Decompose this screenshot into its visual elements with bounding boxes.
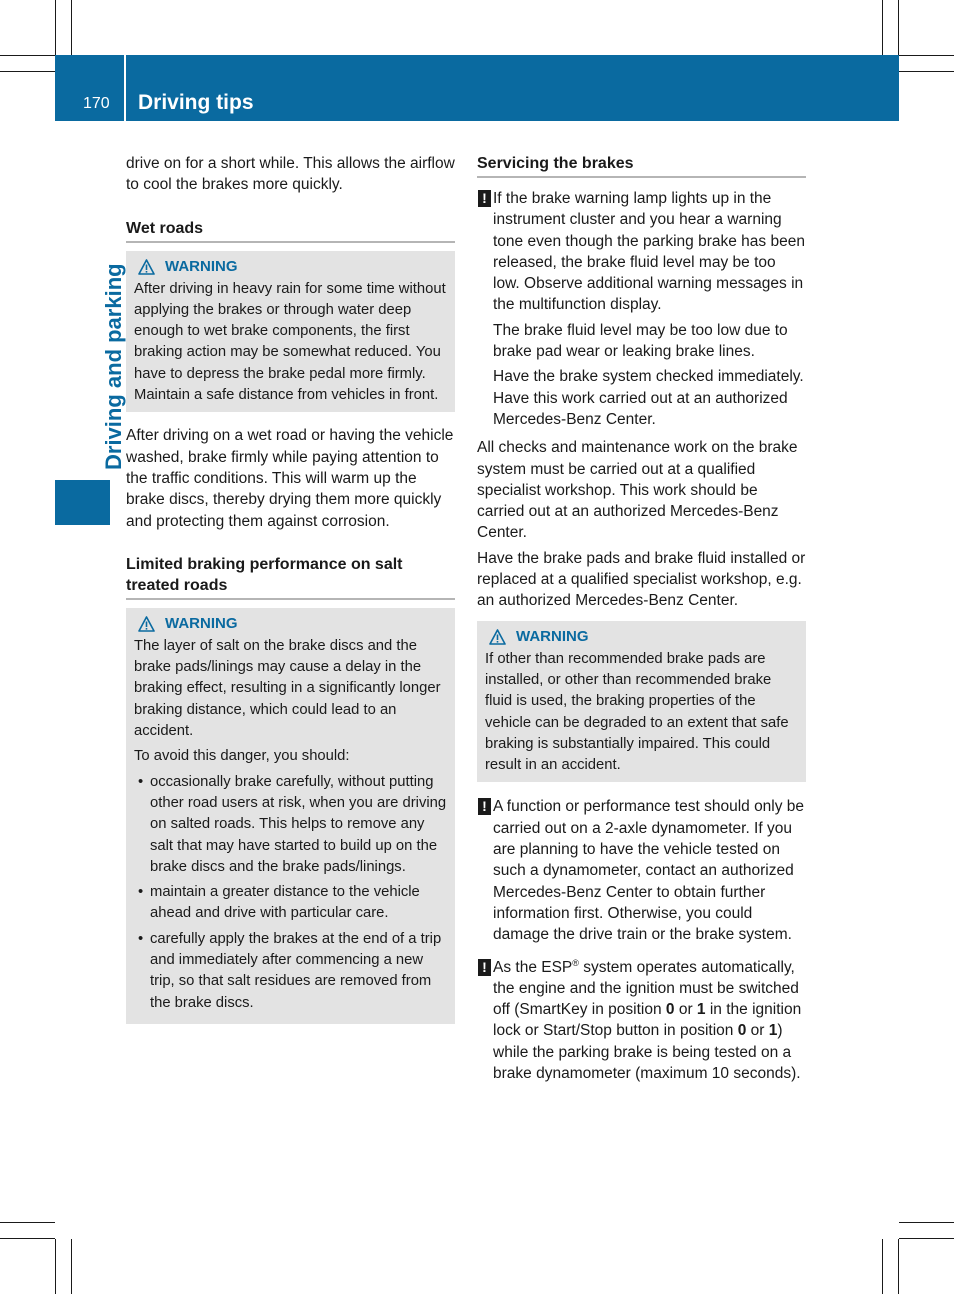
note-brake-warning [477, 188, 806, 430]
side-tab-marker [55, 480, 110, 525]
crop-mark [882, 0, 883, 55]
note-paragraph: Have the brake system checked immediately. Have this work carried out at an authorized Mercedes-Benz Center. [493, 368, 804, 428]
crop-mark [55, 0, 56, 55]
list-item: • maintain a greater distance to the vehicle ahead and drive with particular care. [134, 882, 447, 925]
crop-mark [55, 1239, 56, 1294]
warning-triangle-icon [138, 616, 155, 632]
crop-mark [0, 1222, 55, 1223]
exclamation-icon: ! [478, 190, 491, 207]
crop-mark [0, 1238, 55, 1239]
warning-triangle-icon [138, 259, 155, 275]
key-position: 0 [737, 1022, 747, 1040]
crop-mark [0, 55, 55, 56]
crop-mark [882, 1239, 883, 1294]
avoid-list [134, 772, 447, 1014]
header-divider [124, 55, 126, 121]
list-item: • carefully apply the brakes at the end of a trip and immediately after commencing a new trip, so that salt residues are removed from the brake discs. [134, 929, 447, 1014]
body-paragraph: All checks and maintenance work on the brake system must be carried out at a qualified specialist workshop. This work should be carried out at an authorized Mercedes-Benz Center. [477, 439, 798, 542]
crop-mark [898, 1239, 899, 1294]
list-item: • occasionally brake carefully, without putting other road users at risk, when you are driving on salted roads. This helps to remove any salt that may have started to build up on the brake discs and the brake pads/linings. [134, 772, 447, 878]
left-column [126, 153, 455, 1024]
crop-mark [0, 71, 55, 72]
registered-mark: ® [572, 957, 579, 968]
key-position: 0 [665, 1001, 675, 1019]
note-paragraph: A function or performance test should only be carried out on a 2-axle dynamometer. If you are planning to have the vehicle tested on such a dynamometer, contact an authorized Mercedes-Benz Center to obtain further information first. Otherwise, you could damage the drive train or the brake system. [493, 798, 805, 944]
crop-mark [898, 0, 899, 55]
side-tab-label: Driving and parking [101, 263, 126, 470]
note-text: or [746, 1022, 769, 1040]
crop-mark [71, 1239, 72, 1294]
page-number: 170 [83, 95, 110, 112]
wet-roads-heading: Wet roads [126, 218, 455, 243]
intro-paragraph: drive on for a short while. This allows the airflow to cool the brakes more quickly. [126, 155, 455, 194]
warning-label: WARNING [165, 615, 238, 633]
note-paragraph: If the brake warning lamp lights up in the instrument cluster and you hear a warning tone even though the parking brake has been released, the brake fluid level may be too low. Observe additional warning messages in the multifunction display. [493, 190, 805, 314]
avoid-intro: To avoid this danger, you should: [134, 748, 350, 765]
salt-roads-warning-box [126, 608, 455, 1024]
note-text: or [674, 1001, 697, 1019]
warning-header [138, 612, 447, 636]
crop-mark [71, 0, 72, 55]
crop-mark [899, 1238, 954, 1239]
warning-triangle-icon [489, 629, 506, 645]
note-text: system operates automatically, the engine and the ignition must be switched off (SmartKey in position [493, 958, 799, 1019]
exclamation-icon: ! [478, 798, 491, 815]
crop-mark [899, 55, 954, 56]
wet-roads-warning-box [126, 251, 455, 413]
warning-header [138, 255, 447, 279]
right-column [477, 153, 806, 1084]
key-position: 1 [696, 1001, 706, 1019]
note-paragraph [493, 957, 806, 1085]
warning-text: The layer of salt on the brake discs and the brake pads/linings may cause a delay in the braking effect, resulting in a significantly longer braking distance, which could lead to an accident. [134, 637, 441, 740]
salt-roads-heading: Limited braking performance on salt treated roads [126, 554, 455, 600]
warning-text: After driving in heavy rain for some time without applying the brakes or through water deep enough to wet brake components, the first braking action may be somewhat reduced. You have to depress the brake pedal more firmly. Maintain a safe distance from vehicles in front. [134, 280, 446, 404]
exclamation-icon: ! [478, 959, 491, 976]
warning-label: WARNING [516, 627, 589, 645]
brake-pads-warning-box [477, 621, 806, 783]
note-text: in the ignition lock or Start/Stop button in position [493, 1001, 802, 1040]
warning-header [489, 625, 798, 649]
crop-mark [899, 71, 954, 72]
wet-roads-paragraph: After driving on a wet road or having the vehicle washed, brake firmly while paying attention to the traffic conditions. This will warm up the brake discs, thereby drying them more quickly and protecting them against corrosion. [126, 427, 454, 530]
crop-mark [899, 1222, 954, 1223]
note-text: As the ESP [493, 958, 573, 976]
note-text: ) while the parking brake is being tested on a brake dynamometer (maximum 10 seconds). [493, 1022, 801, 1082]
body-paragraph: Have the brake pads and brake fluid installed or replaced at a qualified specialist workshop, e.g. an authorized Mercedes-Benz Center. [477, 549, 806, 610]
warning-label: WARNING [165, 257, 238, 275]
note-esp [477, 957, 806, 1085]
section-title: Driving tips [138, 91, 254, 114]
warning-text: If other than recommended brake pads are installed, or other than recommended brake fluid is used, the braking properties of the vehicle can be degraded to an extent that safe braking is substantially impaired. This could result in an accident. [485, 650, 789, 774]
note-dynamometer [477, 796, 806, 945]
note-paragraph: The brake fluid level may be too low due to brake pad wear or leaking brake lines. [493, 321, 788, 361]
servicing-heading: Servicing the brakes [477, 153, 806, 178]
key-position: 1 [768, 1022, 778, 1040]
